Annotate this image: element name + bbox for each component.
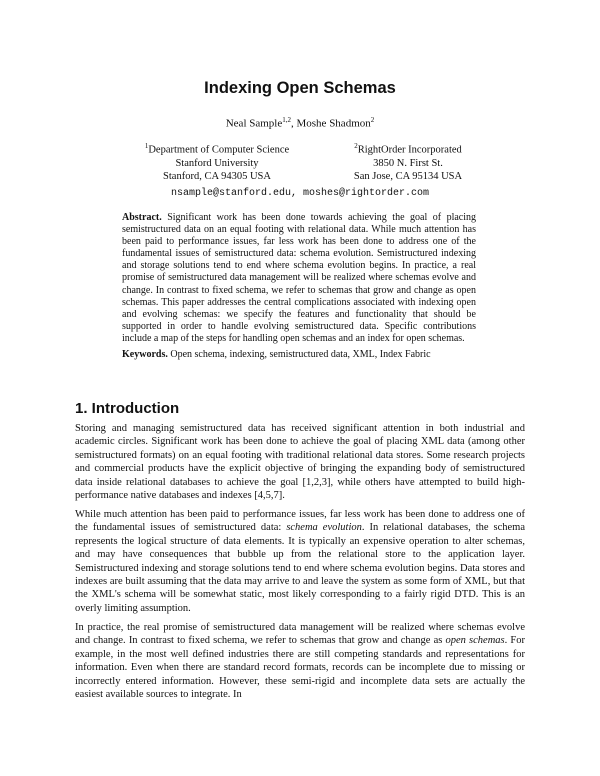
intro-paragraph-2 xyxy=(75,508,525,615)
author-name: Neal Sample xyxy=(225,117,283,130)
emphasis-term: open schemas xyxy=(445,635,505,647)
keywords-text: Open schema, indexing, semistructured data, XML, Index Fabric xyxy=(167,349,431,360)
paragraph-text: . For example, in the most well defined industries there are still competing standards and representations for information. Even when there are standard record formats, records can be incomplete due to missing or incorrectly entered information. However, these semi-rigid and incomplete data sets are actually the easiest available sources to integrate. In xyxy=(75,635,525,701)
author-line xyxy=(0,116,600,130)
affiliation-line: Stanford, CA 94305 USA xyxy=(163,170,271,182)
paragraph-text: In practice, the real promise of semistructured data management will be realized where schemas evolve and change. In contrast to fixed schema, we refer to schemas that grow and change as xyxy=(75,622,525,647)
affiliation-line: RightOrder Incorporated xyxy=(357,144,462,156)
keywords xyxy=(122,349,476,361)
keywords-label: Keywords. xyxy=(122,349,168,360)
affiliation-line: 3850 N. First St. xyxy=(373,157,443,169)
section-heading: 1. Introduction xyxy=(75,400,180,417)
paragraph-text: . In relational databases, the schema represents the logical structure of data elements. It is typically an expensive operation to alter schemas, and may have consequences that bubble up from the relational store to the application layer. Semistructured indexing and storage solutions tend to end where schema evolution begins. Data stores and indexes are built assuming that the data may arrive to and leave the system as some form of XML, but that the XML's schema will be somewhat static, most likely corresponding to a fairly rigid DTD. This is an overly limiting assumption. xyxy=(75,522,526,614)
abstract-label: Abstract. xyxy=(122,212,162,223)
affiliation-line: San Jose, CA 95134 USA xyxy=(353,170,463,182)
abstract-text: Significant work has been done towards achieving the goal of placing semistructured data on an equal footing with relational data. While much attention has been paid to performance issues, far less work has been done to address one of the fundamental issues of semistructured data: schema evolution. Semistructured indexing and storage solutions tend to end where schema evolution begins. In practice, a real promise of semistructured data management will be realized where schemas evolve and change. In contrast to fixed schema, we refer to schemas that grow and change as open schemas. This paper addresses the central complications associated with indexing open and evolving schemas: we specify the features and functionality that should be supported in order to handle evolving semistructured data. Specific contributions include a map of the steps for handling open schemas and an index for open schemas. xyxy=(122,212,476,344)
affiliation-superscript: 1 xyxy=(144,142,149,150)
author-superscript: 2 xyxy=(370,116,375,124)
author-emails: nsample@stanford.edu, moshes@rightorder.com xyxy=(170,188,430,199)
intro-paragraph-3 xyxy=(75,621,525,701)
author-separator: , xyxy=(291,117,297,130)
paper-title: Indexing Open Schemas xyxy=(204,79,396,97)
affiliation-line: Department of Computer Science xyxy=(148,144,290,156)
affiliation-line: Stanford University xyxy=(175,157,259,169)
emphasis-term: schema evolution xyxy=(286,522,362,534)
abstract xyxy=(122,212,476,345)
paragraph-text: While much attention has been paid to performance issues, far less work has been done to address one of the fundamental issues of semistructured data: xyxy=(75,509,525,534)
affiliation-superscript: 2 xyxy=(354,142,358,150)
author-name: Moshe Shadmon xyxy=(296,117,371,130)
author-superscript: 1,2 xyxy=(282,116,291,124)
affiliation-rightorder xyxy=(306,140,510,183)
intro-paragraph-1: Storing and managing semistructured data has received significant attention in both industrial and academic circles. Significant work has been done to achieve the goal of placing XML data (among other semistructured formats) on an equal footing with traditional relational data stores. Some research projects and commercial products have the explicit objective of bringing the expanding body of semistructured data inside relational databases to achieve the goal [1,2,3], while others have attempted to build high-performance native databases and indexes [4,5,7]. xyxy=(75,423,525,502)
affiliation-stanford xyxy=(107,140,327,183)
